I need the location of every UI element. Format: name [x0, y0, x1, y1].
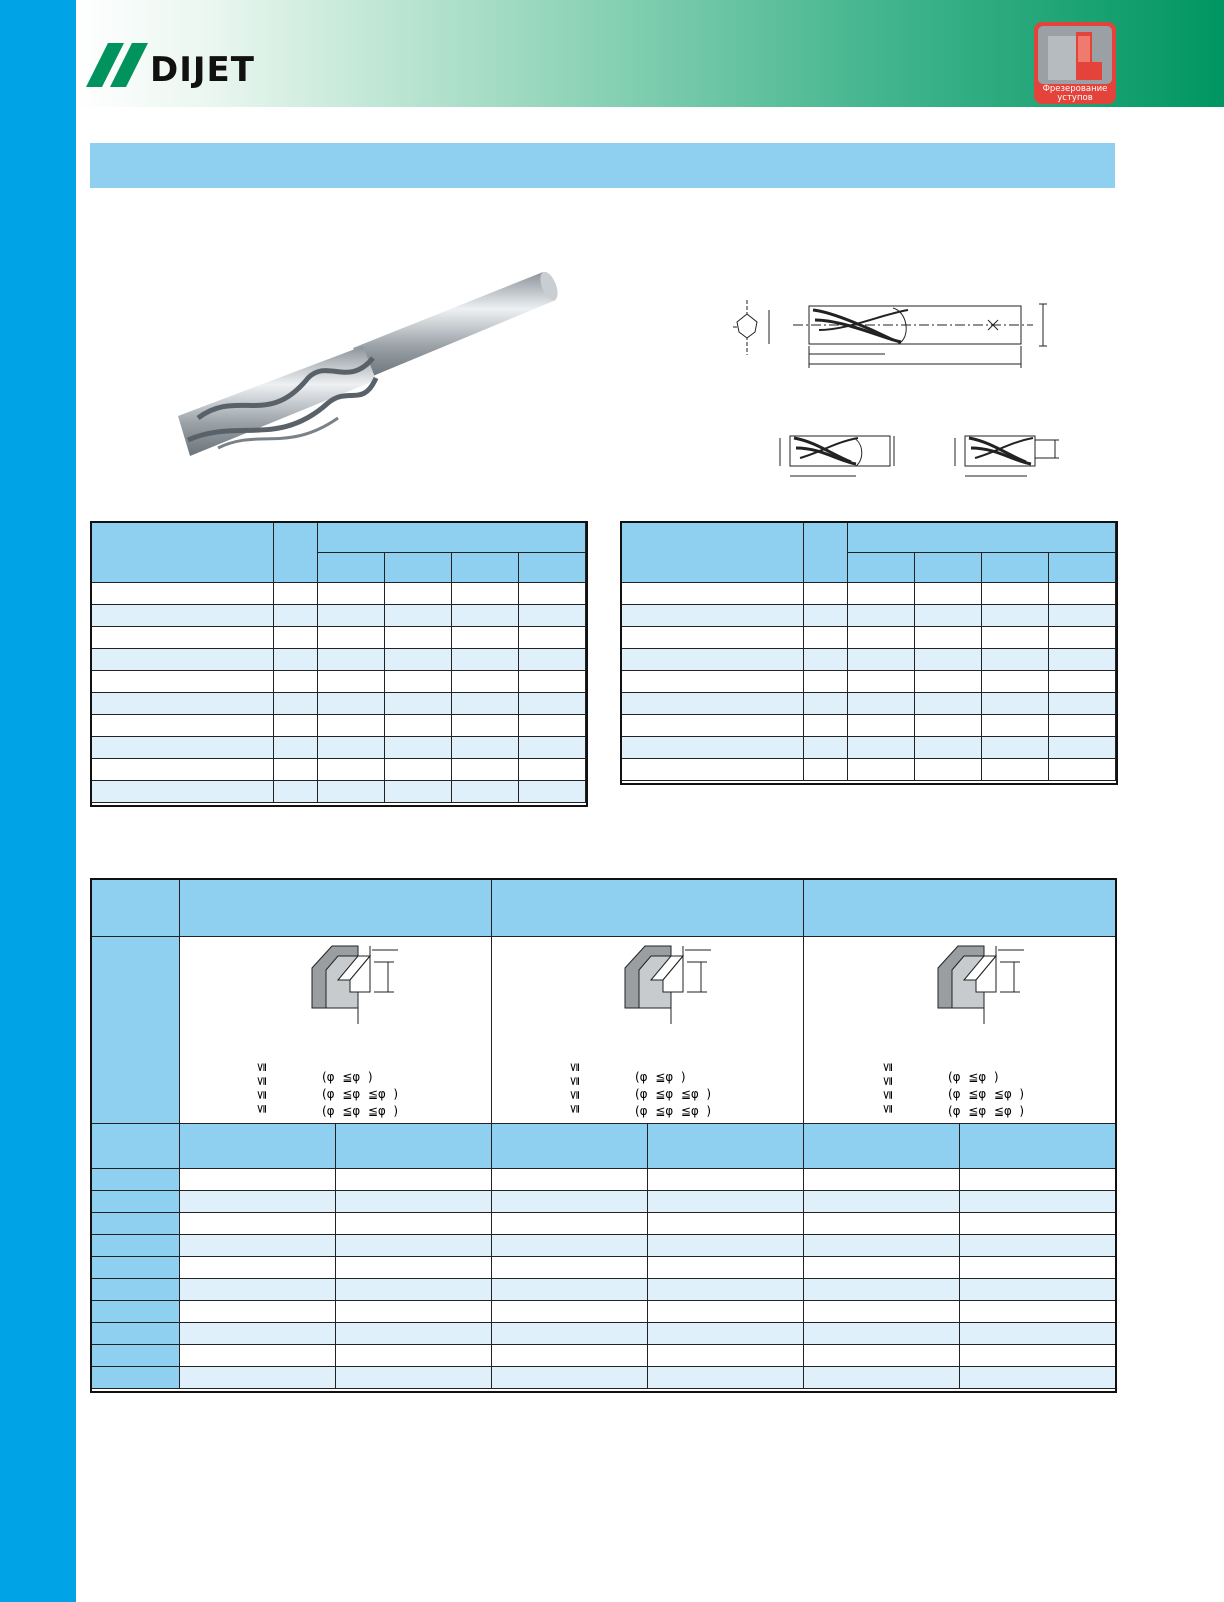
condition-line-2: (φ ≦φ ≦φ ) [948, 1087, 1025, 1101]
side-marks: ≦ ≦ ≦ ≦ [567, 1062, 581, 1114]
dijet-logo-icon [86, 43, 156, 89]
section-title-bar [90, 143, 1115, 188]
condition-line-3: (φ ≦φ ≦φ ) [322, 1104, 399, 1118]
side-marks: ≦ ≦ ≦ ≦ [880, 1062, 894, 1114]
shoulder-milling-badge-icon [1034, 22, 1116, 104]
shoulder-cut-icon [310, 942, 420, 1032]
condition-line-3: (φ ≦φ ≦φ ) [635, 1104, 712, 1118]
end-mill-photo-icon [178, 268, 568, 468]
condition-line-1: (φ ≦φ ) [948, 1070, 999, 1084]
condition-group-2 [563, 942, 783, 1118]
profile-section-icon [776, 432, 910, 482]
shoulder-cut-icon [936, 942, 1046, 1032]
side-marks: ≦ ≦ ≦ ≦ [254, 1062, 268, 1114]
condition-line-2: (φ ≦φ ≦φ ) [635, 1087, 712, 1101]
shoulder-cut-icon [623, 942, 733, 1032]
end-mill-drawing-icon [733, 300, 1088, 375]
condition-group-1 [250, 942, 470, 1118]
condition-line-1: (φ ≦φ ) [635, 1070, 686, 1084]
badge-label: Фрезерование уступов [1042, 84, 1108, 103]
condition-line-2: (φ ≦φ ≦φ ) [322, 1087, 399, 1101]
profile-section-icon [951, 432, 1085, 482]
left-sidebar-band [0, 0, 76, 1602]
table-border [90, 521, 588, 807]
brand-name: DIJET [150, 50, 255, 90]
condition-line-1: (φ ≦φ ) [322, 1070, 373, 1084]
condition-line-3: (φ ≦φ ≦φ ) [948, 1104, 1025, 1118]
table-border [620, 521, 1118, 785]
condition-group-3 [876, 942, 1096, 1118]
